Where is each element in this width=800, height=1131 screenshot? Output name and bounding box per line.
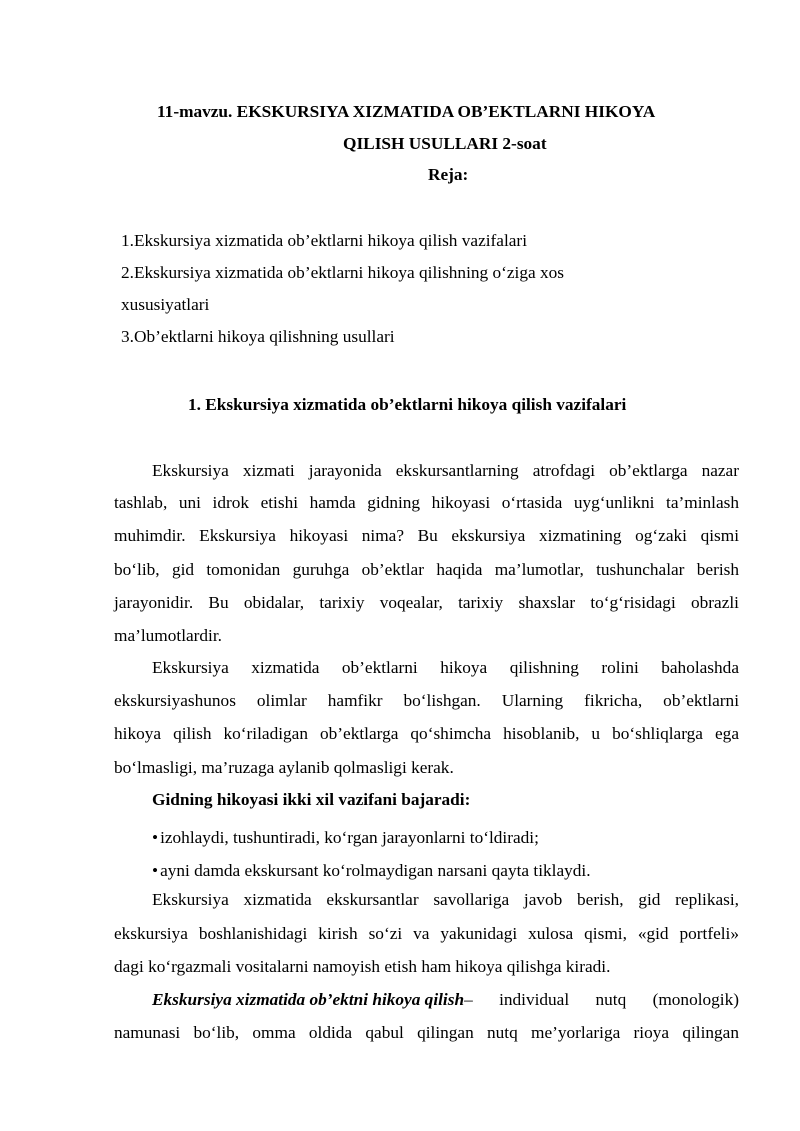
bullet-item [152, 829, 539, 846]
document-title-line-1: 11-mavzu. EKSKURSIYA XIZMATIDA OB’EKTLARNI HIKOYA [157, 102, 656, 121]
paragraph-2-line-2: ekskursiyashunos olimlar hamfikr bo‘lishgan. Ularning fikricha, ob’ektlarni [114, 691, 739, 710]
bullet-text: izohlaydi, tushuntiradi, ko‘rgan jarayonlarni to‘ldiradi; [160, 828, 539, 847]
paragraph-1-line-1: Ekskursiya xizmati jarayonida ekskursantlarning atrofdagi ob’ektlarga nazar [152, 461, 739, 480]
bullet-marker: • [152, 861, 159, 880]
paragraph-3-line-3: dagi ko‘rgazmali vositalarni namoyish etish ham hikoya qilishga kiradi. [114, 957, 611, 976]
bullet-marker: • [152, 828, 159, 847]
bullet-item [152, 862, 591, 879]
paragraph-2-line-3: hikoya qilish ko‘riladigan ob’ektlarga qo‘shimcha hisoblanib, u bo‘shliqlarga ega [114, 724, 739, 743]
bullet-text: ayni damda ekskursant ko‘rolmaydigan narsani qayta tiklaydi. [160, 861, 591, 880]
definition-text: – individual nutq (monologik) [464, 990, 739, 1009]
paragraph-2-line-1: Ekskursiya xizmatida ob’ektlarni hikoya qilishning rolini baholashda [152, 658, 739, 677]
plan-item-2: 2.Ekskursiya xizmatida ob’ektlarni hikoya qilishning o‘ziga xos [121, 263, 564, 282]
plan-item-1: 1.Ekskursiya xizmatida ob’ektlarni hikoya qilish vazifalari [121, 231, 527, 250]
plan-item-2-continued: xususiyatlari [121, 295, 210, 314]
paragraph-4-line-1 [152, 991, 739, 1008]
section-heading: 1. Ekskursiya xizmatida ob’ektlarni hikoya qilish vazifalari [188, 395, 627, 414]
paragraph-1-line-2: tashlab, uni idrok etishi hamda gidning hikoyasi o‘rtasida uyg‘unlikni ta’minlash [114, 493, 739, 512]
plan-item-3: 3.Ob’ektlarni hikoya qilishning usullari [121, 327, 395, 346]
paragraph-4-line-2: namunasi bo‘lib, omma oldida qabul qilingan nutq me’yorlariga rioya qilingan [114, 1023, 739, 1042]
paragraph-1-line-5: jarayonidir. Bu obidalar, tarixiy voqealar, tarixiy shaxslar to‘g‘risidagi obrazli [114, 593, 739, 612]
paragraph-2-line-4: bo‘lmasligi, ma’ruzaga aylanib qolmasligi kerak. [114, 758, 454, 777]
paragraph-3-line-2: ekskursiya boshlanishidagi kirish so‘zi va yakunidagi xulosa qismi, «gid portfeli» [114, 924, 739, 943]
plan-heading: Reja: [428, 165, 469, 184]
paragraph-1-line-4: bo‘lib, gid tomonidan guruhga ob’ektlar haqida ma’lumotlar, tushunchalar berish [114, 560, 739, 579]
paragraph-3-line-1: Ekskursiya xizmatida ekskursantlar savollariga javob berish, gid replikasi, [152, 890, 739, 909]
paragraph-1-line-3: muhimdir. Ekskursiya hikoyasi nima? Bu ekskursiya xizmatining og‘zaki qismi [114, 526, 739, 545]
definition-term: Ekskursiya xizmatida ob’ektni hikoya qilish [152, 990, 465, 1009]
tasks-subheading: Gidning hikoyasi ikki xil vazifani bajaradi: [152, 790, 471, 809]
document-title-line-2: QILISH USULLARI 2-soat [343, 134, 547, 153]
paragraph-1-line-6: ma’lumotlardir. [114, 626, 222, 645]
